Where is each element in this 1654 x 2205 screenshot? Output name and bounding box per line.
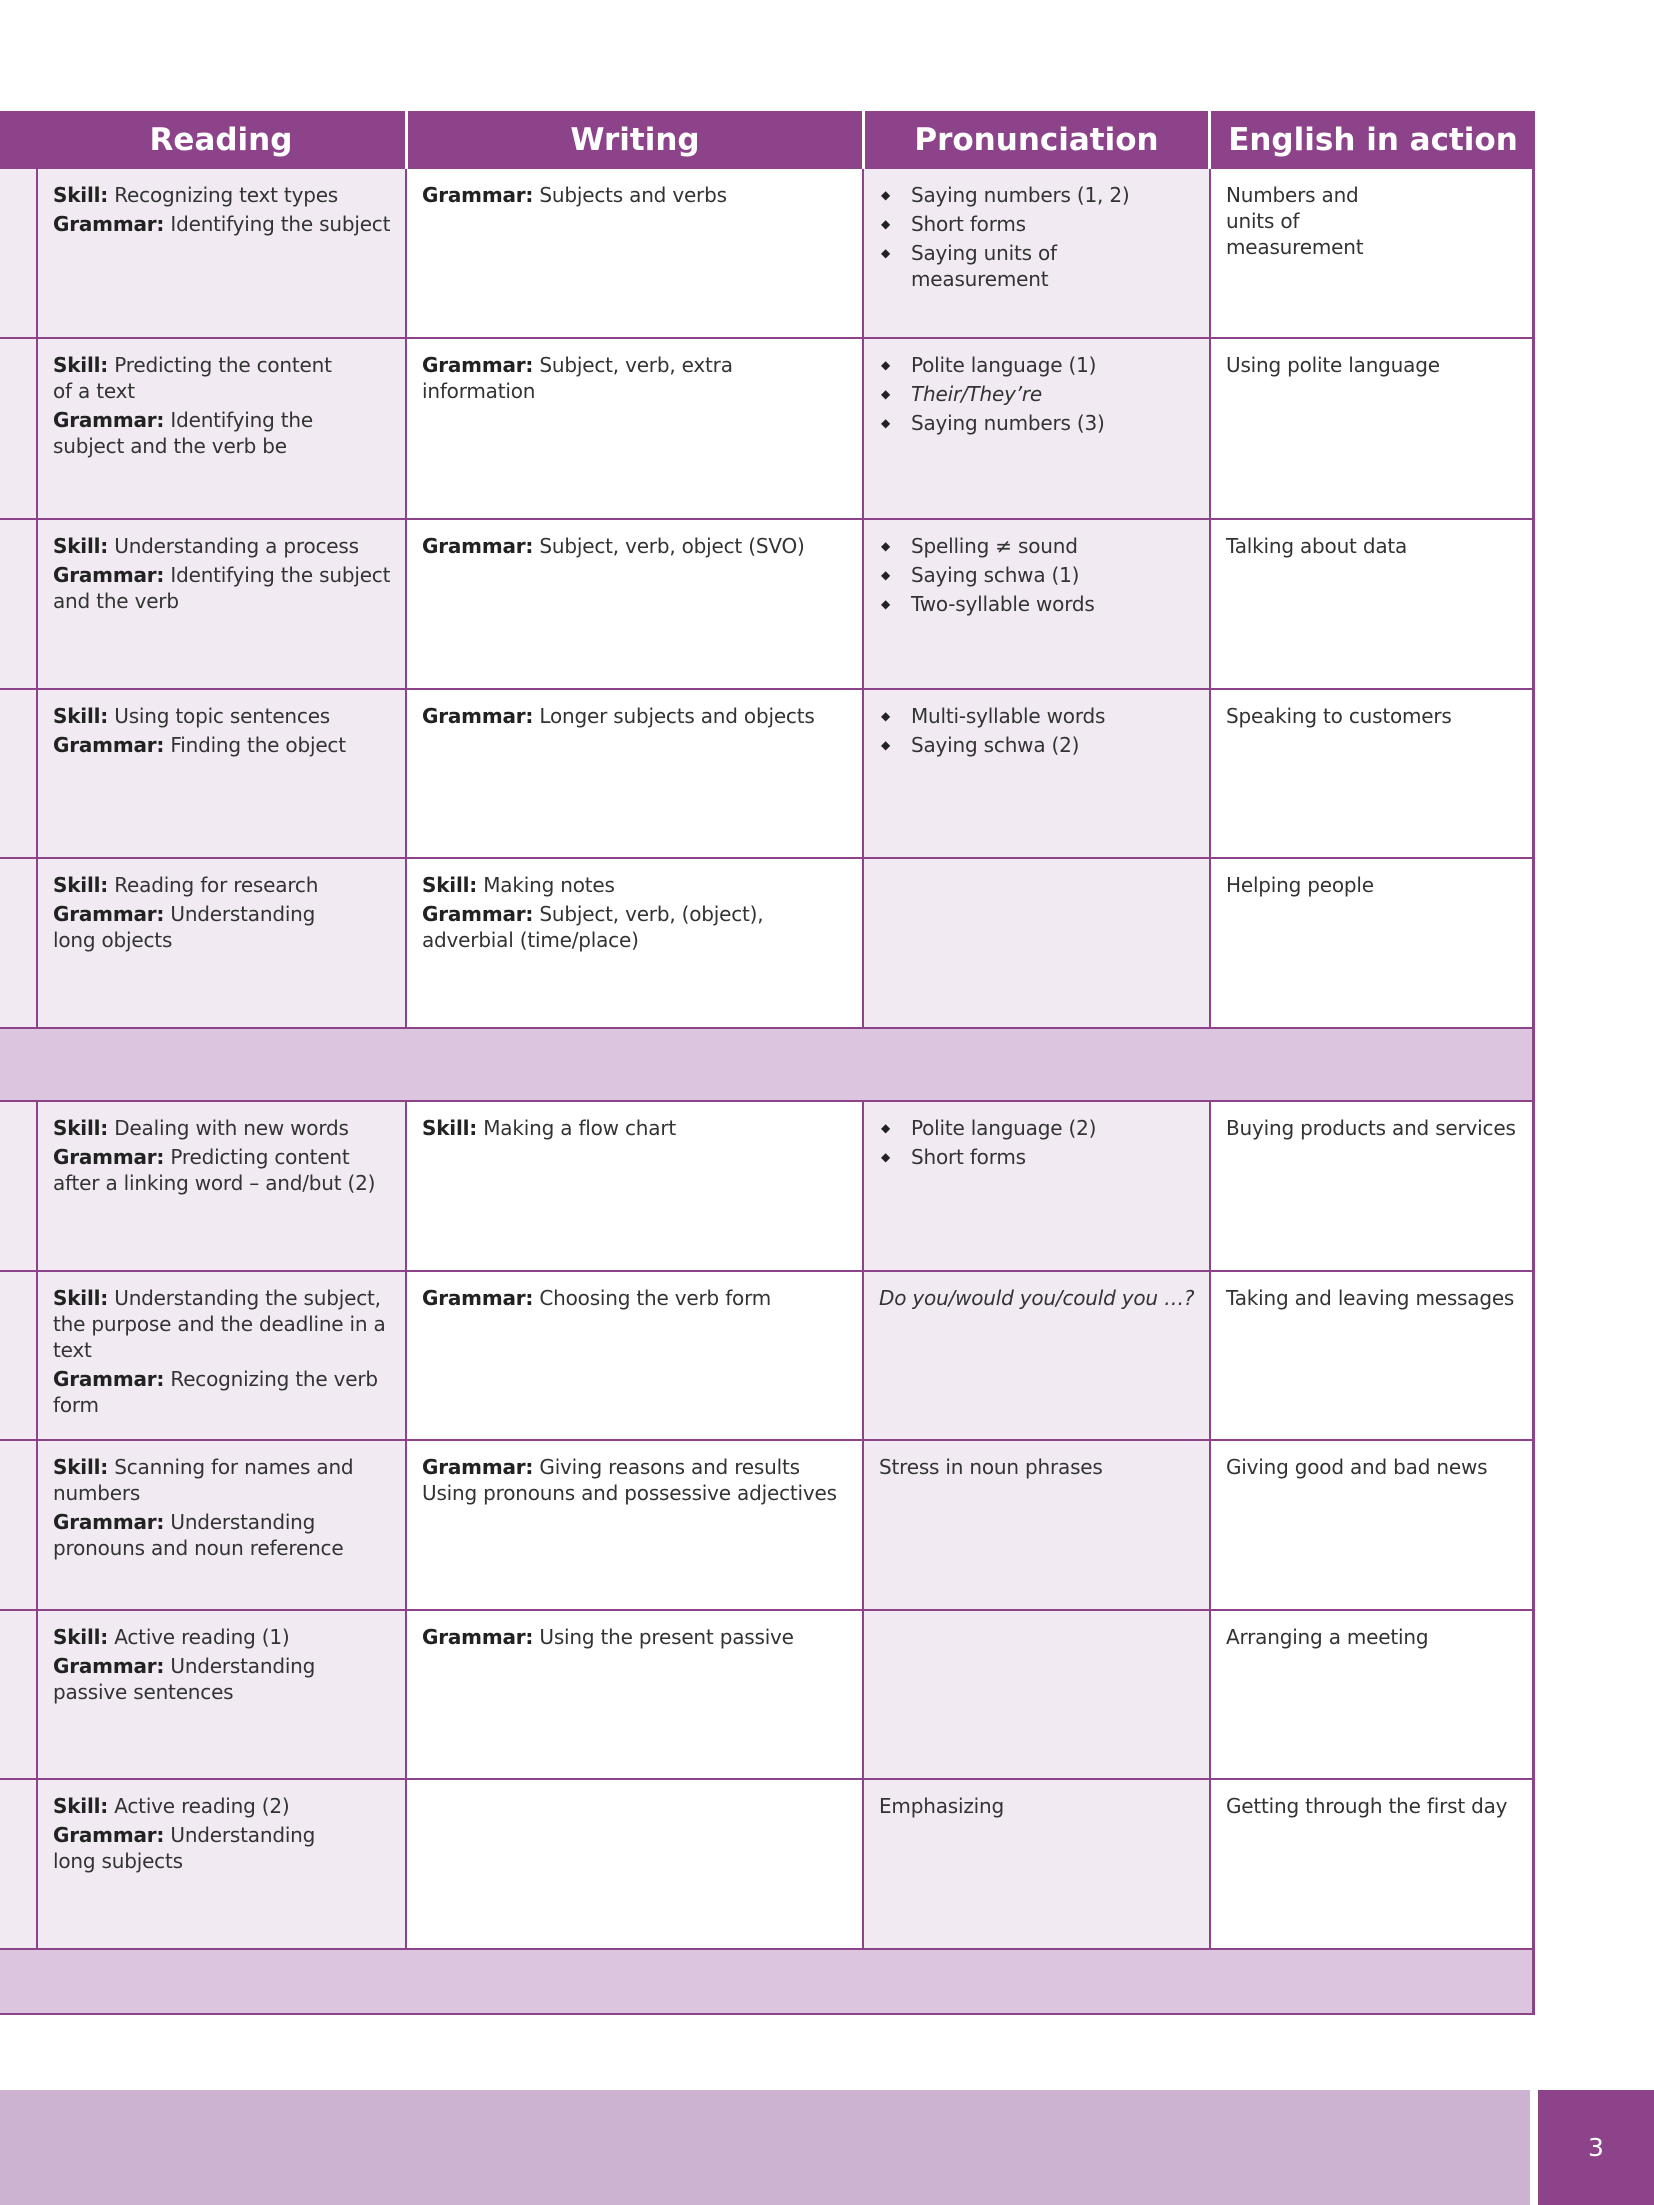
reading-cell: Skill: Predicting the content of a text Grammar: Identifying the subject and the verb be [38, 339, 405, 518]
reading-cell: Skill: Understanding the subject, the purpose and the deadline in a text Grammar: Recognizing the verb form [38, 1272, 405, 1439]
list-item: ◆ Saying schwa (1) [879, 562, 1195, 588]
header-pronunciation: Pronunciation [914, 122, 1159, 158]
list-item: ◆ Saying numbers (1, 2) [879, 182, 1195, 208]
english-cell: Helping people [1226, 873, 1374, 897]
header-writing: Writing [570, 122, 700, 158]
list-item: ◆ Polite language (1) [879, 352, 1195, 378]
list-item: ◆ Polite language (2) [879, 1115, 1195, 1141]
writing-cell: Grammar: Choosing the verb form [422, 1286, 772, 1310]
reading-cell: Skill: Dealing with new words Grammar: Predicting content after a linking word – and/but (2) [38, 1102, 405, 1270]
pronunciation-cell [864, 169, 1209, 337]
writing-cell: Grammar: Longer subjects and objects [422, 704, 815, 728]
english-cell: Taking and leaving messages [1226, 1286, 1515, 1310]
table-row [0, 1441, 1535, 1611]
page-number: 3 [1538, 2090, 1654, 2205]
reading-cell: Skill: Active reading (2) Grammar: Understanding long subjects [38, 1780, 405, 1948]
section-band [0, 1029, 1535, 1102]
table-row [0, 1780, 1535, 1950]
list-item: ◆ Spelling ≠ sound [879, 533, 1195, 559]
list-item: ◆ Multi-syllable words [879, 703, 1195, 729]
table-row [0, 1611, 1535, 1780]
reading-cell: Skill: Scanning for names and numbers Grammar: Understanding pronouns and noun reference [38, 1441, 405, 1609]
list-item: ◆ Saying numbers (3) [879, 410, 1195, 436]
english-cell: Buying products and services [1226, 1116, 1516, 1140]
table-row [0, 339, 1535, 520]
footer-band [0, 2090, 1530, 2205]
header-english-in-action: English in action [1228, 122, 1518, 158]
pronunciation-cell [864, 339, 1209, 518]
pronunciation-cell [864, 690, 1209, 857]
pronunciation-cell: Do you/would you/could you …? [864, 1272, 1209, 1439]
writing-cell: Grammar: Using the present passive [422, 1625, 794, 1649]
writing-cell: Grammar: Subject, verb, object (SVO) [422, 534, 805, 558]
list-item: ◆ Their/They’re [879, 381, 1195, 407]
table-row [0, 859, 1535, 1029]
syllabus-table [0, 111, 1535, 2015]
reading-cell: Skill: Understanding a process Grammar: Identifying the subject and the verb [38, 520, 405, 688]
list-item: ◆ Short forms [879, 211, 1195, 237]
english-cell: Using polite language [1226, 353, 1440, 377]
english-cell: Giving good and bad news [1226, 1455, 1488, 1479]
reading-cell: Skill: Using topic sentences Grammar: Finding the object [38, 690, 405, 857]
list-item: ◆ Saying schwa (2) [879, 732, 1195, 758]
table-header [0, 111, 1535, 169]
english-cell: Speaking to customers [1226, 704, 1452, 728]
pronunciation-cell: Emphasizing [864, 1780, 1209, 1948]
english-cell: Getting through the first day [1226, 1794, 1508, 1818]
pronunciation-cell: Stress in noun phrases [864, 1441, 1209, 1609]
list-item: ◆ Saying units of measurement [879, 240, 1195, 292]
writing-cell: Skill: Making notes Grammar: Subject, verb, (object), adverbial (time/place) [422, 873, 764, 952]
writing-cell: Grammar: Subject, verb, extra information [422, 353, 733, 403]
table-row [0, 1272, 1535, 1441]
english-cell: Arranging a meeting [1226, 1625, 1429, 1649]
writing-cell [407, 1780, 862, 1948]
list-item: ◆ Short forms [879, 1144, 1195, 1170]
table-row [0, 1102, 1535, 1272]
pronunciation-cell [864, 1102, 1209, 1270]
reading-cell: Skill: Active reading (1) Grammar: Understanding passive sentences [38, 1611, 405, 1778]
table-row [0, 169, 1535, 339]
table-row [0, 690, 1535, 859]
pronunciation-cell [864, 1611, 1209, 1778]
reading-cell: Skill: Recognizing text types Grammar: Identifying the subject [38, 169, 405, 337]
table-row [0, 520, 1535, 690]
pronunciation-cell [864, 859, 1209, 1027]
pronunciation-cell [864, 520, 1209, 688]
section-band [0, 1950, 1535, 2015]
writing-cell: Grammar: Giving reasons and results Using pronouns and possessive adjectives [422, 1455, 837, 1505]
english-cell: Talking about data [1226, 534, 1408, 558]
writing-cell: Grammar: Subjects and verbs [422, 183, 727, 207]
list-item: ◆ Two-syllable words [879, 591, 1195, 617]
english-cell: Numbers and units of measurement [1226, 183, 1364, 259]
writing-cell: Skill: Making a flow chart [422, 1116, 676, 1140]
reading-cell: Skill: Reading for research Grammar: Understanding long objects [38, 859, 405, 1027]
header-reading: Reading [149, 122, 293, 158]
